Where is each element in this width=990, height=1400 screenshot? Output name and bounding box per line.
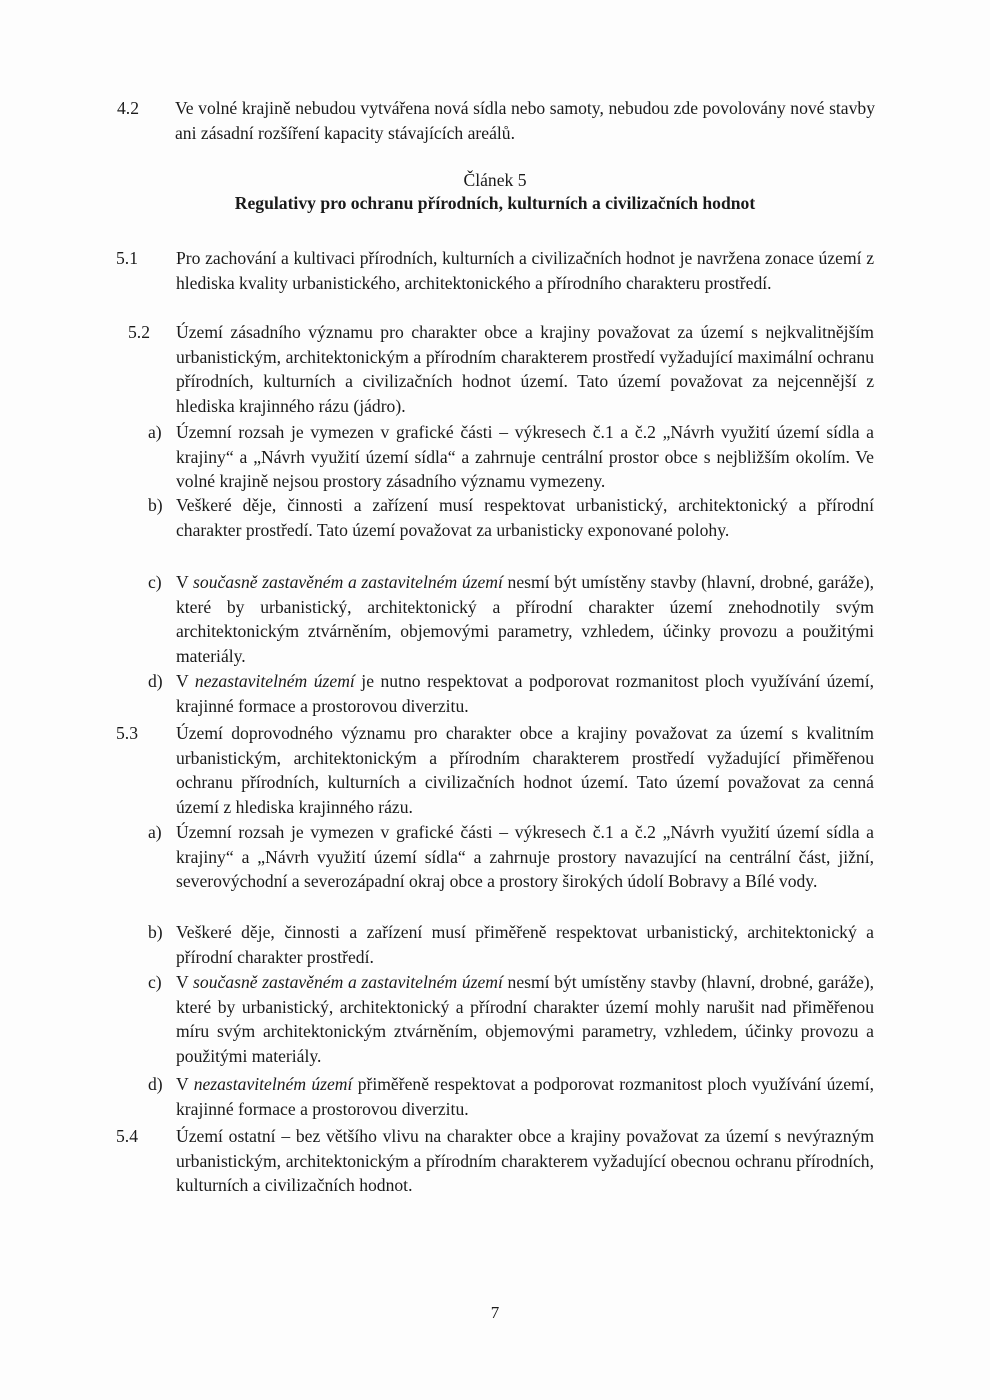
- section-5-3-b: [148, 920, 874, 969]
- section-text: Území doprovodného významu pro charakter obce a krajiny považovat za území s kvalitním urbanistickým, architektonickým a přírodním charakterem prostředí vyžadující přiměřenou ochranu přírodních, kulturních a civilizačních hodnot území. Tato území považovat za cenná území z hlediska krajinného rázu.: [176, 723, 874, 817]
- section-text: Pro zachování a kultivaci přírodních, kulturních a civilizačních hodnot je navržena zonace území z hlediska kvality urbanistického, architektonického a přírodního charakteru prostředí.: [176, 248, 874, 293]
- section-5-3-a: [148, 820, 874, 894]
- section-4-2: [117, 96, 875, 145]
- item-text-post: je nutno respektovat a podporovat rozmanitost ploch využívání území, krajinné formace a prostorovou diverzitu.: [176, 671, 874, 716]
- section-5-2-b: [148, 493, 874, 542]
- section-5-2: [128, 320, 874, 418]
- item-text-pre: V: [176, 972, 194, 992]
- section-text: Území ostatní – bez většího vlivu na charakter obce a krajiny považovat za území s nevýrazným urbanistickým, architektonickým a přírodním charakterem vyžadující obecnou ochranu přírodních, kulturních a civilizačních hodnot.: [176, 1126, 874, 1195]
- item-text-pre: V: [176, 1074, 194, 1094]
- item-label: a): [148, 422, 162, 442]
- section-text: Území zásadního významu pro charakter obce a krajiny považovat za území s nejkvalitnějším urbanistickým, architektonickým a přírodním charakterem prostředí vyžadující maximální ochranu přírodních, kulturních a civilizačních hodnot území. Tato území považovat za nejcennější z hlediska krajinného rázu (jádro).: [176, 322, 874, 416]
- section-5-3-c: [148, 970, 875, 1068]
- item-text-italic: současně zastavěném a zastavitelném území: [193, 972, 503, 992]
- item-label: d): [148, 671, 163, 691]
- section-number: 4.2: [117, 98, 139, 118]
- item-label: d): [148, 1074, 163, 1094]
- item-text: [176, 1072, 874, 1121]
- section-5-3-d: [148, 1072, 874, 1121]
- section-number: 5.4: [116, 1126, 138, 1146]
- item-text: Územní rozsah je vymezen v grafické části – výkresech č.1 a č.2 „Návrh využití území sídla a krajiny“ a „Návrh využití území sídla“ a zahrnuje centrální prostor obce s nejbližším okolím. Ve volné krajině nejsou prostory zásadního významu vymezeny.: [176, 422, 874, 491]
- section-5-2-d: [148, 669, 874, 718]
- section-number: 5.3: [116, 723, 138, 743]
- item-text-pre: V: [176, 671, 195, 691]
- item-text: Územní rozsah je vymezen v grafické části – výkresech č.1 a č.2 „Návrh využití území sídla a krajiny“ a „Návrh využití území sídla“ a zahrnuje prostory navazující na centrální část, jižní, severovýchodní a severozápadní okraj obce a prostory širokých údolí Bobravy a Bílé vody.: [176, 822, 874, 891]
- section-number: 5.2: [128, 322, 150, 342]
- item-text: Veškeré děje, činnosti a zařízení musí respektovat urbanistický, architektonický a přírodní charakter prostředí. Tato území považovat za urbanisticky exponované polohy.: [176, 495, 874, 540]
- section-5-3: [116, 721, 874, 819]
- article-title: Regulativy pro ochranu přírodních, kulturních a civilizačních hodnot: [234, 193, 756, 213]
- item-label: c): [148, 972, 162, 992]
- item-text: [176, 970, 874, 1068]
- item-text: Veškeré děje, činnosti a zařízení musí přiměřeně respektovat urbanistický, architektonický a přírodní charakter prostředí.: [176, 922, 874, 967]
- section-5-2-a: [148, 420, 874, 494]
- item-label: b): [148, 922, 163, 942]
- item-label: c): [148, 572, 162, 592]
- item-label: a): [148, 822, 162, 842]
- item-text-post: přiměřeně respektovat a podporovat rozmanitost ploch využívání území, krajinné formace a prostorovou diverzitu.: [176, 1074, 874, 1119]
- article-number: Článek 5: [463, 170, 527, 190]
- section-5-1: [116, 246, 874, 295]
- item-text-pre: V: [176, 572, 194, 592]
- item-text-italic: nezastavitelném území: [193, 1074, 353, 1094]
- item-label: b): [148, 495, 163, 515]
- section-number: 5.1: [116, 248, 138, 268]
- page-number: 7: [490, 1303, 500, 1322]
- item-text-post: nesmí být umístěny stavby (hlavní, drobné, garáže), které by urbanistický, architektonický a přírodní charakter území mohly narušit nad přiměřenou míru svým architektonickým ztvárněním, objemovými parametry, vzhledem, účinky provozu a použitými materiály.: [176, 972, 875, 1066]
- item-text: [176, 570, 874, 668]
- item-text-italic: nezastavitelném území: [194, 671, 355, 691]
- item-text-italic: současně zastavěném a zastavitelném území: [193, 572, 503, 592]
- section-5-4: [116, 1124, 874, 1198]
- item-text: [176, 669, 874, 718]
- section-text: Ve volné krajině nebudou vytvářena nová sídla nebo samoty, nebudou zde povolovány nové stavby ani zásadní rozšíření kapacity stávajících areálů.: [175, 98, 875, 143]
- section-5-2-c: [148, 570, 875, 668]
- item-text-post: nesmí být umístěny stavby (hlavní, drobné, garáže), které by urbanistický, architektonický a přírodní charakter území znehodnotily svým architektonickým ztvárněním, objemovými parametry, vzhledem, účinky provozu a použitými materiály.: [176, 572, 875, 666]
